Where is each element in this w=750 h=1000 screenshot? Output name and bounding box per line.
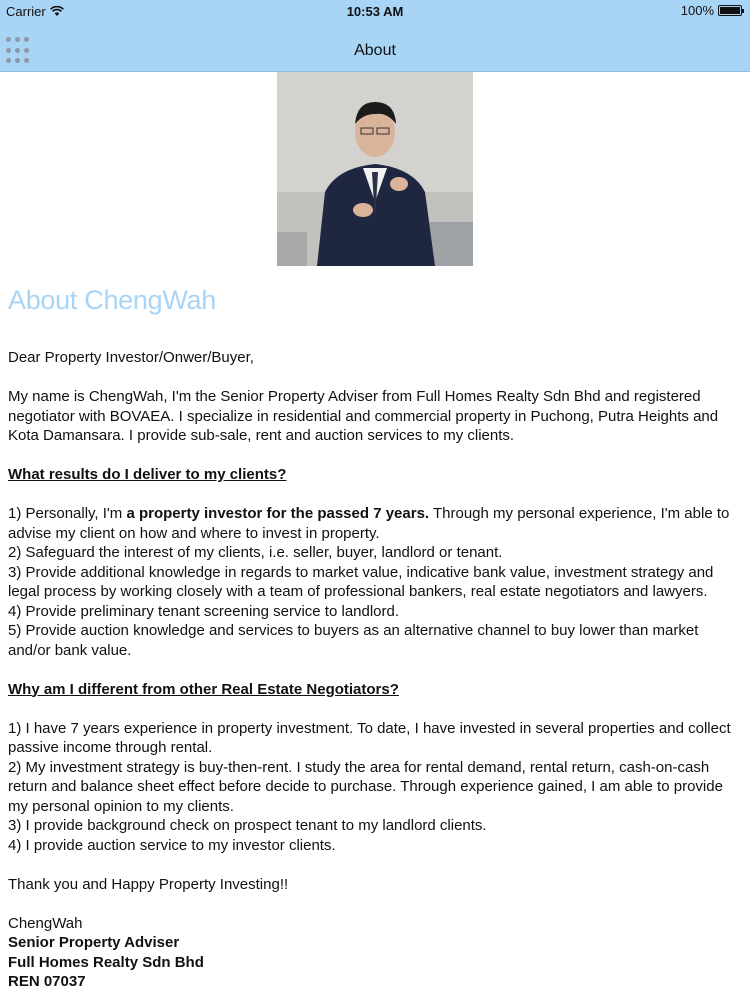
- status-bar: [0, 0, 750, 22]
- status-time: 10:53 AM: [346, 4, 404, 19]
- list-item: 5) Provide auction knowledge and services to buyers as an alternative channel to buy lower than market and/or bank value.: [8, 622, 699, 659]
- section-results-title: What results do I deliver to my clients?: [8, 466, 287, 483]
- signature-title: Senior Property Adviser: [8, 934, 180, 951]
- list-item: 4) I provide auction service to my investor clients.: [8, 836, 336, 854]
- intro-paragraph: My name is ChengWah, I'm the Senior Property Adviser from Full Homes Realty Sdn Bhd and registered negotiator with BOVAEA. I specialize in residential and commercial property in Puchong, Putra Heights and Kota Damansara. I provide sub-sale, rent and auction services to my clients.: [8, 388, 719, 444]
- list-item: 1) I have 7 years experience in property investment. To date, I have invested in several properties and collect passive income through rental.: [8, 719, 731, 756]
- closing-text: Thank you and Happy Property Investing!!: [8, 875, 289, 893]
- navigation-bar: [0, 22, 750, 72]
- list-item: 1) Personally, I'm a property investor for the passed 7 years. Through my personal experience, I'm able to advise my client on how and where to invest in property.: [8, 505, 730, 542]
- carrier-label: Carrier: [6, 4, 46, 19]
- about-content: [8, 282, 744, 992]
- section-different-title: Why am I different from other Real Estate Negotiators?: [8, 680, 399, 698]
- signature-company: Full Homes Realty Sdn Bhd: [8, 953, 204, 971]
- page-title: About: [354, 42, 396, 59]
- different-list: [8, 719, 744, 856]
- signature-block: [8, 914, 744, 992]
- signature-name: ChengWah: [8, 914, 83, 932]
- battery-icon: [718, 5, 742, 16]
- list-item: 2) My investment strategy is buy-then-rent. I study the area for rental demand, rental return, cash-on-cash return and balance sheet effect before decide to purchase. Through experience gained, I am able to provide my personal opinion to my clients.: [8, 758, 723, 815]
- about-heading: About ChengWah: [8, 285, 216, 315]
- results-list: [8, 504, 744, 660]
- list-item: 3) I provide background check on prospect tenant to my landlord clients.: [8, 817, 487, 834]
- greeting-text: Dear Property Investor/Onwer/Buyer,: [8, 349, 254, 366]
- signature-ren: REN 07037: [8, 973, 86, 990]
- profile-photo: [277, 72, 473, 266]
- list-item: 4) Provide preliminary tenant screening service to landlord.: [8, 602, 400, 620]
- list-item: 3) Provide additional knowledge in regards to market value, indicative bank value, investment strategy and legal process by working closely with a team of professional bankers, real estate negotiators and lawyers.: [8, 563, 714, 600]
- top-bar: [0, 0, 750, 72]
- list-item: 2) Safeguard the interest of my clients, i.e. seller, buyer, landlord or tenant.: [8, 544, 503, 561]
- battery-indicator: [681, 3, 742, 18]
- battery-percent: 100%: [680, 3, 714, 18]
